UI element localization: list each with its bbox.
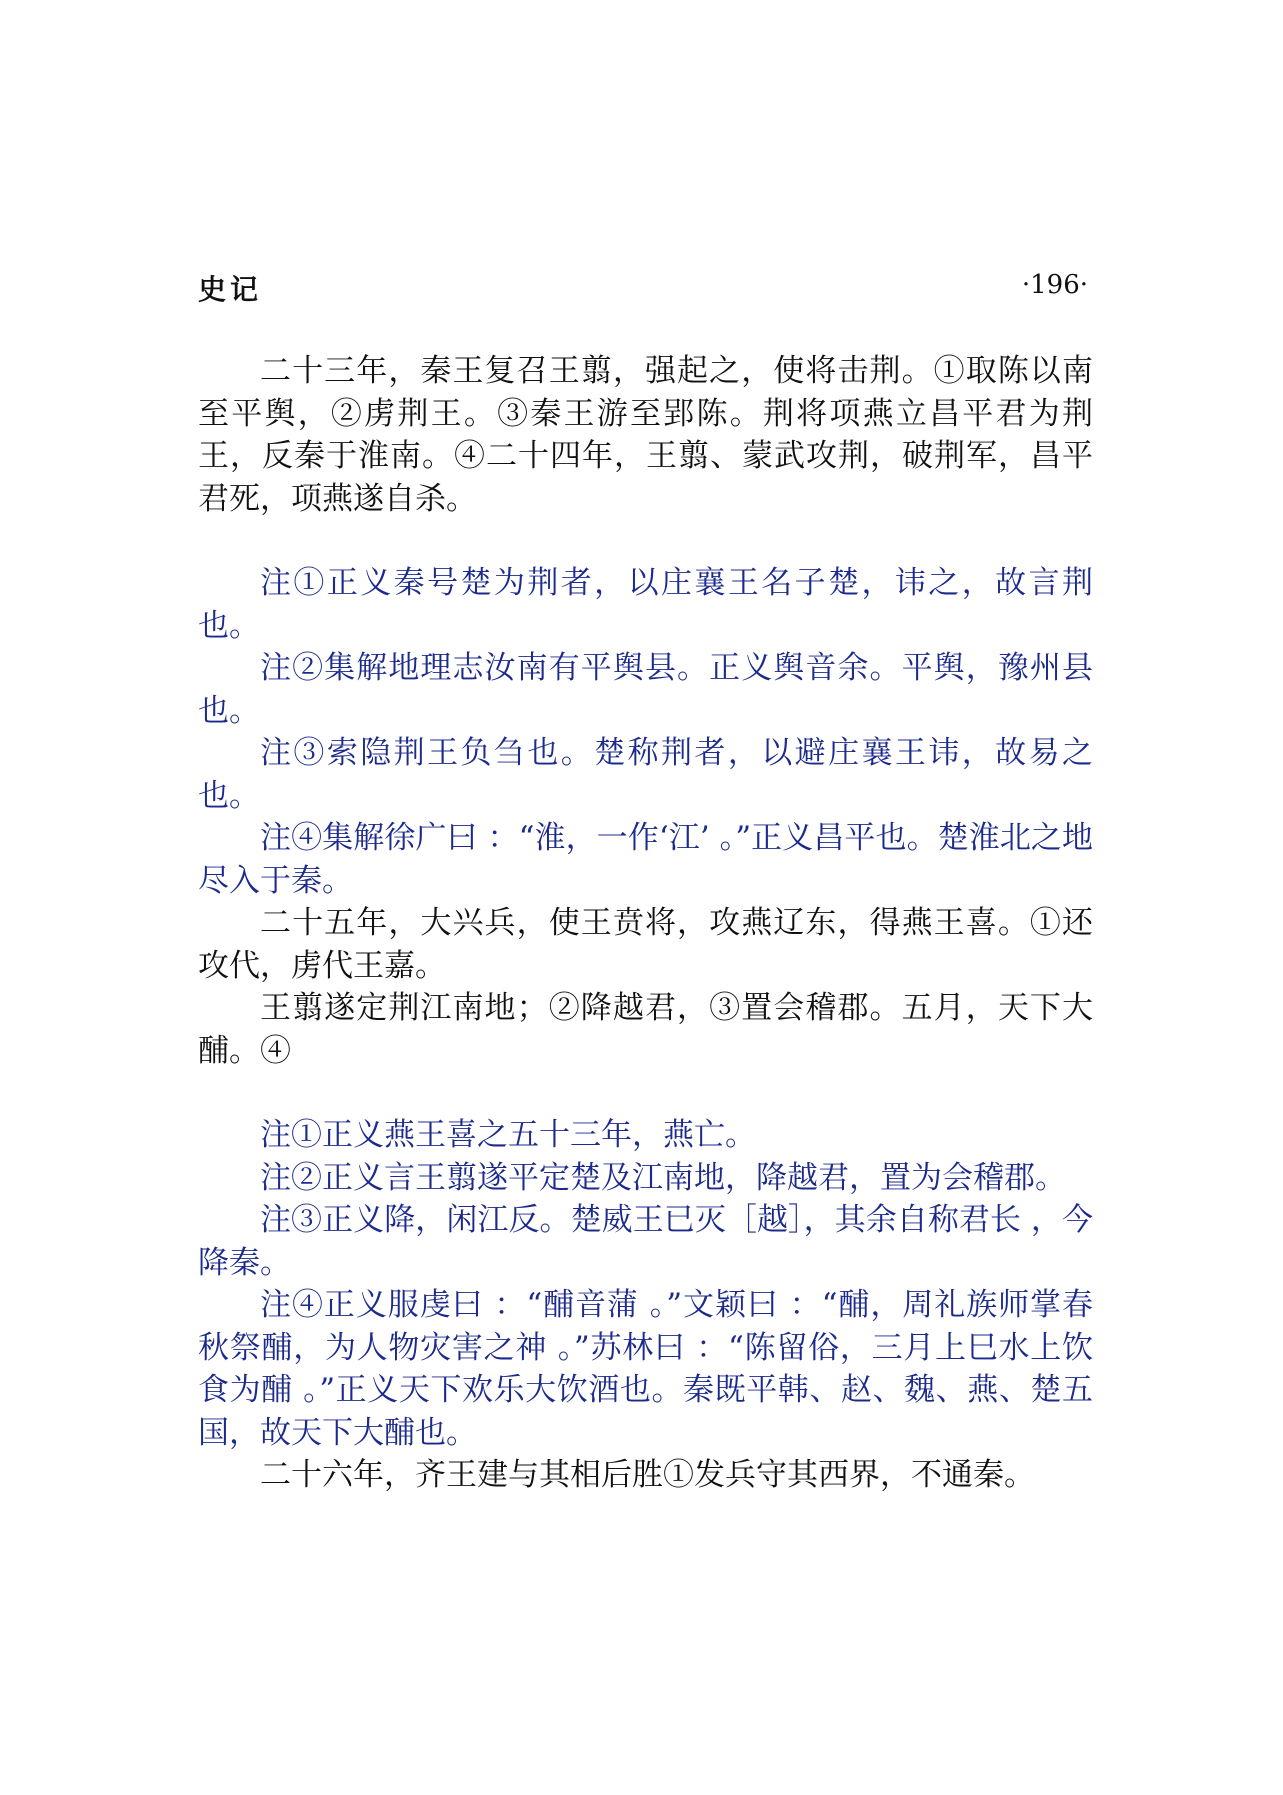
annotation-note: 注③正义降，闲江反。楚威王已灭［越］，其余自称君长 ，今降秦。: [198, 1202, 1093, 1281]
annotation-note: 注①正义燕王喜之五十三年，燕亡。: [260, 1117, 756, 1153]
body-paragraph: 二十六年，齐王建与其相后胜①发兵守其西界，不通秦。: [260, 1457, 1035, 1493]
page-body: [198, 350, 1093, 1497]
annotation-note: 注②正义言王翦遂平定楚及江南地，降越君，置为会稽郡。: [260, 1159, 1066, 1196]
annotation-note: 注③索隐荆王负刍也。楚称荆者，以避庄襄王讳，故易之也。: [198, 735, 1093, 814]
section-gap: [198, 520, 1093, 562]
section-gap: [198, 1072, 1093, 1114]
body-paragraph: 王翦遂定荆江南地；②降越君，③置会稽郡。五月，天下大酺。④: [198, 990, 1093, 1069]
book-title: 史记: [198, 273, 263, 306]
annotation-note: 注④集解徐广曰 ：“淮，一作‘江’ 。”正义昌平也。楚淮北之地尽入于秦。: [198, 820, 1093, 899]
body-paragraph: 二十五年，大兴兵，使王贲将，攻燕辽东，得燕王喜。①还攻代，虏代王嘉。: [198, 905, 1093, 984]
annotation-note: 注①正义秦号楚为荆者，以庄襄王名子楚，讳之，故言荆也。: [198, 565, 1093, 644]
annotation-note: 注④正义服虔曰 ：“酺音蒲 。”文颖曰 ：“酺，周礼族师掌春秋祭酺，为人物灾害之神 。”苏林曰 ：“陈留俗，三月上巳水上饮食为酺 。”正义天下欢乐大饮酒也。秦既平韩、赵、魏、燕、楚五国，故天下大酺也。: [198, 1287, 1093, 1451]
page-number: ·196·: [1021, 270, 1088, 300]
body-paragraph: 二十三年，秦王复召王翦，强起之，使将击荆。①取陈以南至平舆，②虏荆王。③秦王游至郢陈。荆将项燕立昌平君为荆王，反秦于淮南。④二十四年，王翦、蒙武攻荆，破荆军，昌平君死，项燕遂自杀。: [198, 353, 1093, 517]
page-header: [198, 268, 1088, 308]
annotation-note: 注②集解地理志汝南有平舆县。正义舆音余。平舆，豫州县也。: [198, 650, 1093, 729]
